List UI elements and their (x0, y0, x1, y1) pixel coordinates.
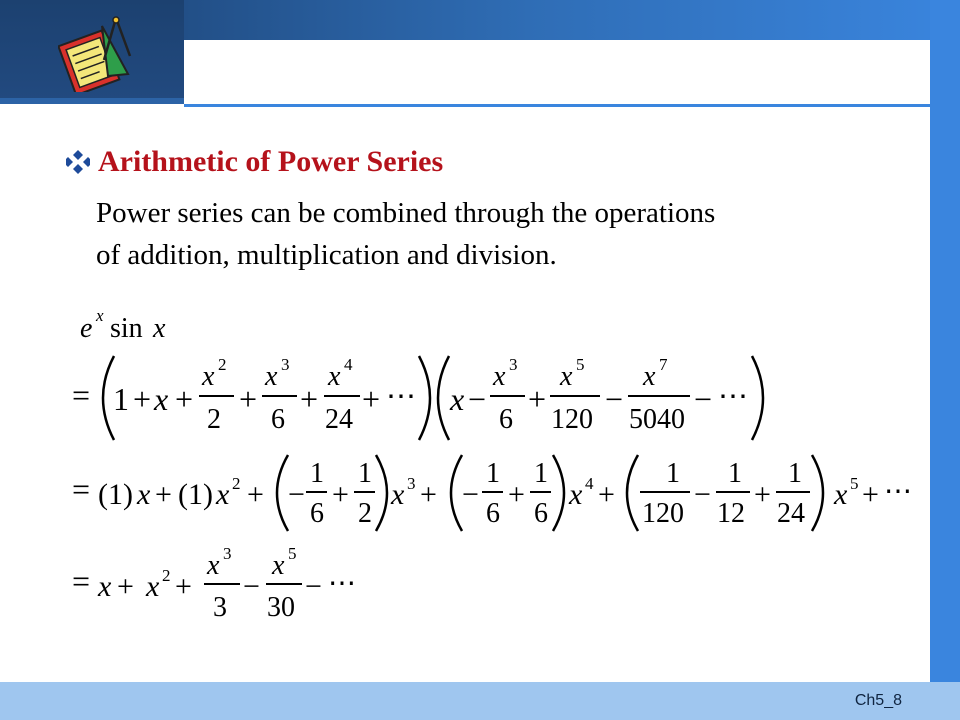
g1-var: x (391, 478, 405, 511)
f1-plus-1: + (133, 381, 152, 417)
line3-plus-2: + (175, 570, 192, 603)
body-line-1: Power series can be combined through the operations (96, 197, 716, 229)
line2-x2-base: x (216, 478, 230, 511)
f2-t3-den: 6 (499, 404, 513, 435)
g3-n3: 1 (788, 458, 802, 489)
g2-left-paren (451, 455, 462, 531)
line3-minus-2: − (305, 570, 322, 603)
line2-x: x (137, 478, 151, 511)
g2-right-paren (553, 455, 564, 531)
line2-plus-1: + (155, 478, 172, 511)
f1-t2-num: x (202, 361, 215, 392)
line2-plus-3: + (420, 478, 437, 511)
f1-t2-den: 2 (207, 404, 221, 435)
f1-t4-num: x (328, 361, 341, 392)
line3-f2-num: x (272, 550, 285, 581)
line2-c1: (1) (98, 478, 133, 511)
line3-f1-den: 3 (213, 592, 227, 623)
line3-f2-exp: 5 (288, 544, 297, 563)
body-line-2: of addition, multiplication and division. (96, 239, 557, 271)
g1-d1: 6 (310, 498, 324, 529)
g2-d2: 6 (534, 498, 548, 529)
line2-plus-4: + (598, 478, 615, 511)
f1-plus-5: + (362, 381, 381, 417)
g3-minus: − (694, 478, 711, 511)
f1-t4-den: 24 (325, 404, 353, 435)
g1-d2: 2 (358, 498, 372, 529)
line1-right-paren-2 (752, 356, 763, 440)
lhs-fn: sin (110, 313, 143, 344)
f1-plus-4: + (300, 381, 319, 417)
f1-x: x (154, 381, 169, 417)
f2-dots: ⋯ (718, 380, 748, 413)
f1-plus-3: + (239, 381, 258, 417)
f1-dots: ⋯ (386, 380, 416, 413)
lhs-base: e (80, 313, 93, 344)
g1-right-paren (376, 455, 387, 531)
g2-n2: 1 (534, 458, 548, 489)
line3-x2-base: x (146, 570, 160, 603)
g2-plus: + (508, 478, 525, 511)
g3-n2: 1 (728, 458, 742, 489)
line2-x2-exp: 2 (232, 474, 241, 493)
g1-n1: 1 (310, 458, 324, 489)
g1-plus: + (332, 478, 349, 511)
line2-c2: (1) (178, 478, 213, 511)
section-heading: Arithmetic of Power Series (98, 145, 444, 178)
f2-x: x (450, 381, 465, 417)
line3-minus-1: − (243, 570, 260, 603)
g2-n1: 1 (486, 458, 500, 489)
f2-t7-den: 5040 (629, 404, 685, 435)
line3-equals: = (72, 563, 91, 599)
line2-equals: = (72, 471, 91, 507)
g1-minus: − (288, 478, 305, 511)
line3-x2-exp: 2 (162, 566, 171, 585)
line3-plus-1: + (117, 570, 134, 603)
line1-right-paren-1 (419, 356, 430, 440)
line2-plus-2: + (247, 478, 264, 511)
g2-var: x (569, 478, 583, 511)
f2-t5-exp: 5 (576, 355, 585, 374)
f2-t5-num: x (560, 361, 573, 392)
g2-d1: 6 (486, 498, 500, 529)
f1-t3-exp: 3 (281, 355, 290, 374)
g3-d3: 24 (777, 498, 805, 529)
line3-f1-exp: 3 (223, 544, 232, 563)
page-number: Ch5_8 (854, 692, 902, 709)
f2-t3-exp: 3 (509, 355, 518, 374)
f1-t2-exp: 2 (218, 355, 227, 374)
f2-t7-exp: 7 (659, 355, 668, 374)
f1-t4-exp: 4 (344, 355, 353, 374)
f1-one: 1 (113, 381, 129, 417)
g1-n2: 1 (358, 458, 372, 489)
line1-equals: = (72, 377, 91, 413)
line3-f1-num: x (207, 550, 220, 581)
f1-t3-num: x (265, 361, 278, 392)
f2-minus-1: − (468, 381, 487, 417)
f1-plus-2: + (175, 381, 194, 417)
f2-t3-num: x (493, 361, 506, 392)
line1-left-paren-2 (438, 356, 449, 440)
line3-f2-den: 30 (267, 592, 295, 623)
lhs-exp: x (96, 306, 104, 325)
line3-dots: ⋯ (328, 568, 356, 599)
g3-n1: 1 (666, 458, 680, 489)
g1-exp: 3 (407, 474, 416, 493)
line2-dots: ⋯ (884, 476, 912, 507)
g2-minus: − (462, 478, 479, 511)
g2-exp: 4 (585, 474, 594, 493)
g3-exp: 5 (850, 474, 859, 493)
g3-d2: 12 (717, 498, 745, 529)
f2-plus: + (528, 381, 547, 417)
line3-x: x (98, 570, 112, 603)
line2-plus-5: + (862, 478, 879, 511)
g3-plus: + (754, 478, 771, 511)
g3-left-paren (627, 455, 638, 531)
f2-minus-3: − (694, 381, 713, 417)
f2-minus-2: − (605, 381, 624, 417)
g3-var: x (834, 478, 848, 511)
f2-t7-num: x (643, 361, 656, 392)
g3-d1: 120 (642, 498, 684, 529)
f2-t5-den: 120 (551, 404, 593, 435)
g3-right-paren (812, 455, 823, 531)
g1-left-paren (277, 455, 288, 531)
f1-t3-den: 6 (271, 404, 285, 435)
lhs-var: x (153, 313, 166, 344)
